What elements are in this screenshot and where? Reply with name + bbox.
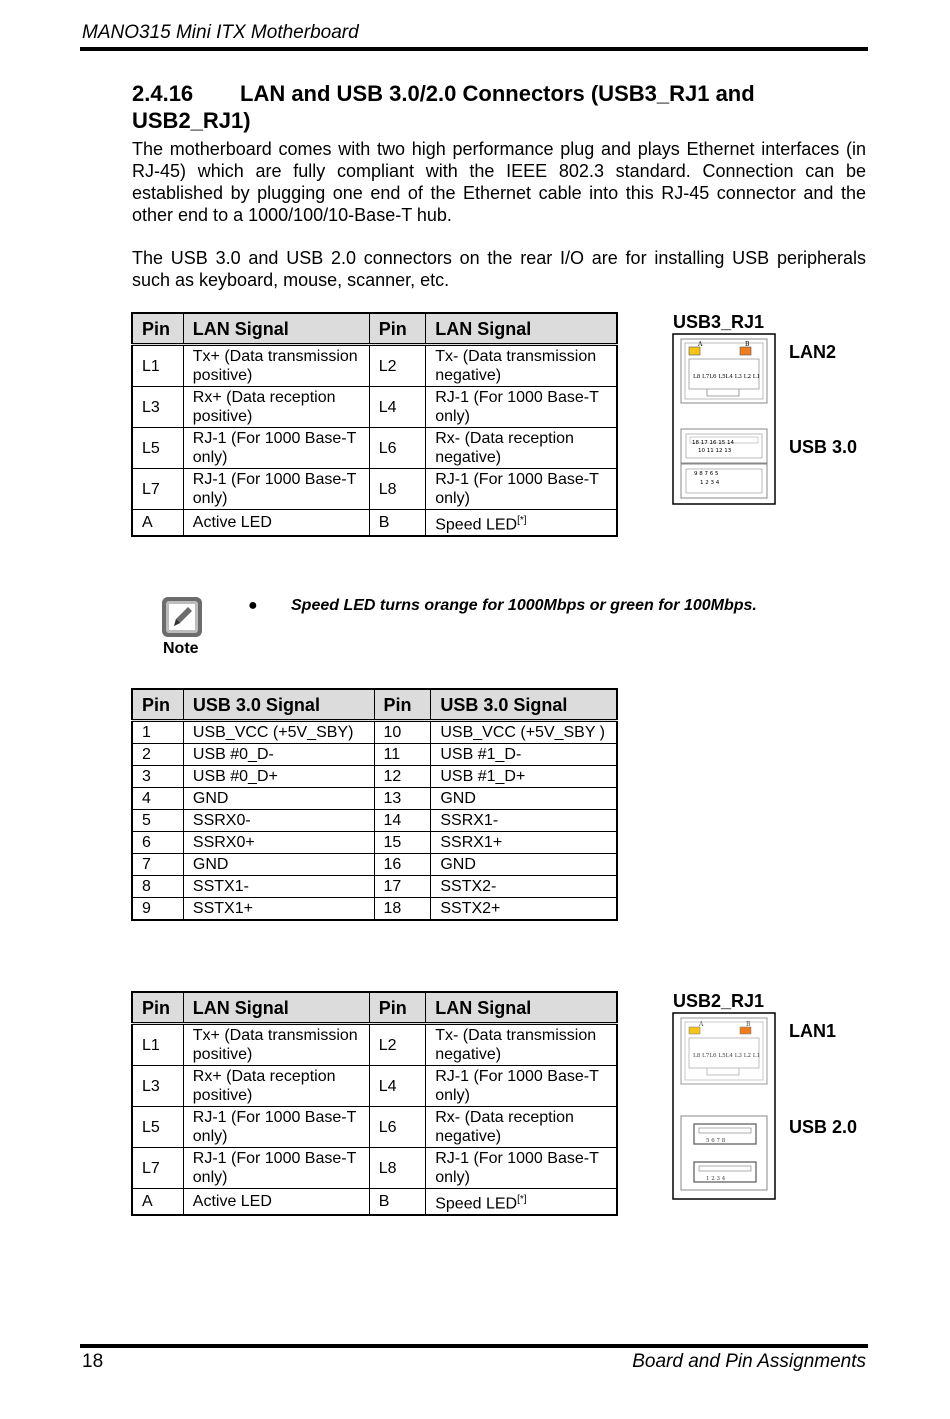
table-cell: 4 [132,788,183,810]
table-cell: Tx- (Data transmission negative) [426,345,617,387]
table-cell [426,1189,617,1216]
table-cell: 15 [374,832,431,854]
col-header: Pin [374,689,431,721]
lan-table-usb3-rj1 [131,312,618,537]
table-cell: Active LED [183,1189,369,1216]
table-cell: RJ-1 (For 1000 Base-T only) [426,469,617,510]
table-cell: USB #0_D- [183,744,374,766]
table-cell [426,510,617,537]
table-cell: 7 [132,854,183,876]
table-cell: 10 [374,721,431,744]
table-cell: GND [431,788,617,810]
footer-section-name: Board and Pin Assignments [632,1351,866,1372]
table-cell: 9 [132,898,183,921]
table-cell: RJ-1 (For 1000 Base-T only) [183,428,369,469]
table-cell: USB #1_D- [431,744,617,766]
section-number: 2.4.16 [132,81,194,106]
usb-port-bottom-pins: 9 8 7 6 5 [694,471,719,477]
table-cell: GND [431,854,617,876]
led-a-label: A [698,341,703,348]
col-header: LAN Signal [426,313,617,345]
led-b-label: B [746,1021,751,1028]
table-cell: GND [183,854,374,876]
col-header: Pin [132,992,183,1024]
table-cell: SSTX2- [431,876,617,898]
cell-text: Speed LED [435,1195,518,1213]
table-cell: Rx- (Data reception negative) [426,428,617,469]
table-cell: L6 [369,1107,426,1148]
connector-name: USB3_RJ1 [673,312,765,332]
lan-label: LAN1 [789,1021,837,1041]
table-row [132,854,617,876]
section-title: LAN and USB 3.0/2.0 Connectors (USB3_RJ1 and USB2_RJ1) [132,81,755,133]
table-row [132,788,617,810]
table-row [132,1189,617,1216]
table-cell: 11 [374,744,431,766]
running-header: MANO315 Mini ITX Motherboard [82,22,359,43]
table-cell: Active LED [183,510,369,537]
table-cell: L8 [369,1148,426,1189]
table-row [132,510,617,537]
usb-port-bottom-pins-2: 1 2 3 4 [700,480,720,486]
col-header: Pin [369,313,426,345]
col-header: LAN Signal [426,992,617,1024]
table-row [132,387,617,428]
table-row [132,428,617,469]
table-cell: RJ-1 (For 1000 Base-T only) [183,469,369,510]
table-cell: SSRX0+ [183,832,374,854]
table-cell: 18 [374,898,431,921]
table-cell: L2 [369,1024,426,1066]
speed-led-icon [740,347,751,355]
active-led-icon [689,1027,700,1034]
speed-led-icon [740,1027,751,1034]
table-cell: USB_VCC (+5V_SBY) [183,721,374,744]
bullet: ● [248,597,258,614]
table-row [132,766,617,788]
table-cell: Tx+ (Data transmission positive) [183,1024,369,1066]
table-cell: GND [183,788,374,810]
usb-port-bottom-pins: 1 2 3 4 [706,1176,726,1182]
usb-label: USB 3.0 [789,437,858,457]
table-cell: SSTX1- [183,876,374,898]
table-row [132,1066,617,1107]
table-row [132,469,617,510]
table-cell: A [132,1189,183,1216]
col-header: Pin [132,689,183,721]
page-number: 18 [82,1351,104,1372]
table-cell: SSTX1+ [183,898,374,921]
usb-paragraph: The USB 3.0 and USB 2.0 connectors on the rear I/O are for installing USB peripherals such as keyboard, mouse, scanner, etc. [132,248,866,290]
cell-text: Speed LED [435,516,518,534]
usb3-rj1-connector-diagram [672,333,776,505]
col-header: Pin [369,992,426,1024]
table-cell: Tx- (Data transmission negative) [426,1024,617,1066]
table-cell: SSTX2+ [431,898,617,921]
section-heading [132,80,872,134]
table-cell: RJ-1 (For 1000 Base-T only) [426,1066,617,1107]
table-cell: SSRX1+ [431,832,617,854]
table-cell: 14 [374,810,431,832]
table-cell: L2 [369,345,426,387]
table-row [132,721,617,744]
table-cell: 16 [374,854,431,876]
table-cell: 2 [132,744,183,766]
table-cell: RJ-1 (For 1000 Base-T only) [183,1107,369,1148]
table-cell: L1 [132,1024,183,1066]
footnote-mark: [*] [517,1194,527,1205]
table-cell: L4 [369,1066,426,1107]
table-row [132,832,617,854]
table-cell: SSRX0- [183,810,374,832]
table-cell: A [132,510,183,537]
table-row [132,810,617,832]
table-row [132,345,617,387]
led-b-label: B [745,341,750,348]
col-header: LAN Signal [183,313,369,345]
table-row [132,1148,617,1189]
table-cell: L1 [132,345,183,387]
usb-label: USB 2.0 [789,1117,858,1137]
footer-rule [80,1344,868,1348]
table-cell: 5 [132,810,183,832]
table-cell: Tx+ (Data transmission positive) [183,345,369,387]
table-cell: USB #0_D+ [183,766,374,788]
table-cell: L3 [132,387,183,428]
table-cell: L7 [132,469,183,510]
table-cell: L6 [369,428,426,469]
table-cell: RJ-1 (For 1000 Base-T only) [183,1148,369,1189]
table-cell: L7 [132,1148,183,1189]
table-cell: 3 [132,766,183,788]
table-cell: 1 [132,721,183,744]
table-cell: L5 [132,428,183,469]
table-cell: 17 [374,876,431,898]
table-row [132,1024,617,1066]
table-cell: L4 [369,387,426,428]
lan-label: LAN2 [789,342,837,362]
table-cell: USB #1_D+ [431,766,617,788]
col-header: USB 3.0 Signal [183,689,374,721]
table-row [132,898,617,921]
table-cell: L5 [132,1107,183,1148]
intro-paragraph: The motherboard comes with two high performance plug and plays Ethernet interfaces (in RJ-45) which are fully compliant with the IEEE 802.3 standard. Connection can be established by plugging one end of the Ethernet cable into this RJ-45 connector and the other end to a 1000/100/10-Base-T hub. [132,139,866,225]
table-cell: B [369,510,426,537]
table-cell: 12 [374,766,431,788]
table-cell: L3 [132,1066,183,1107]
table-cell: L8 [369,469,426,510]
led-a-label: A [699,1021,704,1028]
note-label: Note [163,640,199,657]
active-led-icon [689,347,700,355]
table-cell: Rx- (Data reception negative) [426,1107,617,1148]
col-header: USB 3.0 Signal [431,689,617,721]
connector-name: USB2_RJ1 [673,991,765,1011]
table-cell: 13 [374,788,431,810]
usb3-signal-table [131,688,618,921]
rj45-pin-labels: L8 L7L6 L5L4 L3 L2 L1 [693,374,761,380]
note-text: Speed LED turns orange for 1000Mbps or green for 100Mbps. [291,597,757,614]
table-row [132,1107,617,1148]
table-cell: B [369,1189,426,1216]
usb2-rj1-connector-diagram [672,1012,776,1200]
footnote-mark: [*] [517,515,527,526]
table-row [132,876,617,898]
header-rule [80,47,868,51]
table-cell: USB_VCC (+5V_SBY ) [431,721,617,744]
table-cell: SSRX1- [431,810,617,832]
table-cell: RJ-1 (For 1000 Base-T only) [426,387,617,428]
rj45-pin-labels: L8 L7L6 L5L4 L3 L2 L1 [693,1053,761,1059]
lan-table-usb2-rj1 [131,991,618,1216]
usb-port-top-pins: 5 6 7 8 [706,1138,726,1144]
table-row [132,744,617,766]
table-cell: 8 [132,876,183,898]
usb-port-top-pins: 18 17 16 15 14 [692,440,734,446]
table-cell: RJ-1 (For 1000 Base-T only) [426,1148,617,1189]
col-header: LAN Signal [183,992,369,1024]
table-cell: Rx+ (Data reception positive) [183,1066,369,1107]
col-header: Pin [132,313,183,345]
usb-port-top-pins-2: 10 11 12 13 [698,448,732,454]
table-cell: 6 [132,832,183,854]
note-pencil-icon [161,596,203,638]
table-cell: Rx+ (Data reception positive) [183,387,369,428]
